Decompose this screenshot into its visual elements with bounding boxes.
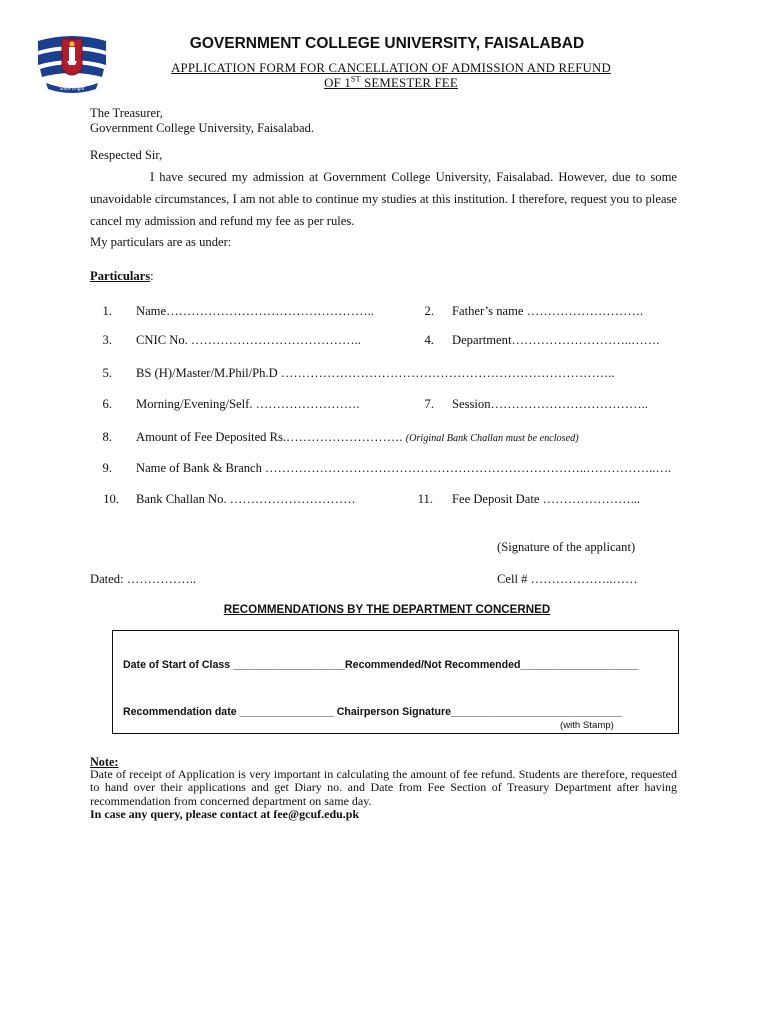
recommendations-box: [112, 630, 679, 734]
program-field[interactable]: BS (H)/Master/M.Phil/Ph.D ……………………………………………………………………..: [136, 366, 615, 380]
contact-info: In case any query, please contact at fee@gcuf.edu.pk: [90, 807, 360, 821]
recommendations-heading: RECOMMENDATIONS BY THE DEPARTMENT CONCERNED: [223, 603, 551, 616]
addressee: The Treasurer,: [90, 106, 163, 120]
stamp-label: (with Stamp): [560, 720, 614, 731]
bank-branch-field[interactable]: Name of Bank & Branch …………………………………………………………………..……………..….: [136, 461, 672, 475]
field-number: 11.: [417, 492, 433, 506]
letter-body: I have secured my admission at Government College University, Faisalabad. However, due to some unavoidable circumstances, I am not able to continue my studies at this institution. I therefore, request you to please cancel my admission and refund my fee as per rules.: [90, 170, 677, 228]
field-number: 9.: [102, 461, 112, 475]
dated-field[interactable]: Dated: ……………..: [90, 572, 196, 586]
field-number: 7.: [424, 397, 434, 411]
chairperson-signature-line[interactable]: Recommendation date ________________ Chairperson Signature_____________________________: [123, 706, 622, 718]
field-number: 8.: [102, 430, 112, 444]
form-title-line2: OF 1ST SEMESTER FEE: [324, 75, 458, 91]
father-name-field[interactable]: Father’s name ……………………….: [452, 304, 644, 318]
name-field[interactable]: Name…………………………………………..: [136, 304, 374, 318]
shift-field[interactable]: Morning/Evening/Self. …………………….: [136, 397, 360, 411]
deposit-date-field[interactable]: Fee Deposit Date …………………...: [452, 492, 641, 506]
field-number: 6.: [102, 397, 112, 411]
addressee-org: Government College University, Faisalabad.: [90, 121, 315, 135]
field-number: 3.: [102, 333, 112, 347]
challan-number-field[interactable]: Bank Challan No. …………………………: [136, 492, 356, 506]
salutation: Respected Sir,: [90, 148, 163, 162]
field-number: 5.: [102, 366, 112, 380]
field-number: 1.: [102, 304, 112, 318]
department-field[interactable]: Department………………………..…….: [452, 333, 660, 347]
university-name: GOVERNMENT COLLEGE UNIVERSITY, FAISALABAD: [189, 35, 585, 52]
applicant-signature-label: (Signature of the applicant): [497, 540, 636, 554]
class-start-recommendation-line[interactable]: Date of Start of Class ___________________Recommended/Not Recommended____________________: [123, 659, 639, 671]
cnic-field[interactable]: CNIC No. …………………………………..: [136, 333, 361, 347]
note-heading: Note:: [90, 755, 119, 769]
particulars-intro: My particulars are as under:: [90, 235, 232, 249]
logo-motto: Shine bright: [59, 87, 85, 92]
note-body: Date of receipt of Application is very important in calculating the amount of fee refund. Students are therefore, requested to hand over their applications and get Diary no. and Date from Fee Section of Treasury Department after having recommendation from concerned department on same day.: [90, 767, 677, 808]
form-title-line1: APPLICATION FORM FOR CANCELLATION OF ADMISSION AND REFUND: [171, 61, 611, 75]
session-field[interactable]: Session………………………………..: [452, 397, 648, 411]
field-number: 4.: [424, 333, 434, 347]
field-number: 2.: [424, 304, 434, 318]
cell-field[interactable]: Cell # ………………..……: [497, 572, 638, 586]
fee-amount-field[interactable]: Amount of Fee Deposited Rs.………………………. (Original Bank Challan must be enclosed): [136, 430, 579, 444]
particulars-heading: Particulars:: [90, 269, 154, 283]
challan-note: (Original Bank Challan must be enclosed): [405, 433, 579, 444]
field-number: 10.: [103, 492, 119, 506]
